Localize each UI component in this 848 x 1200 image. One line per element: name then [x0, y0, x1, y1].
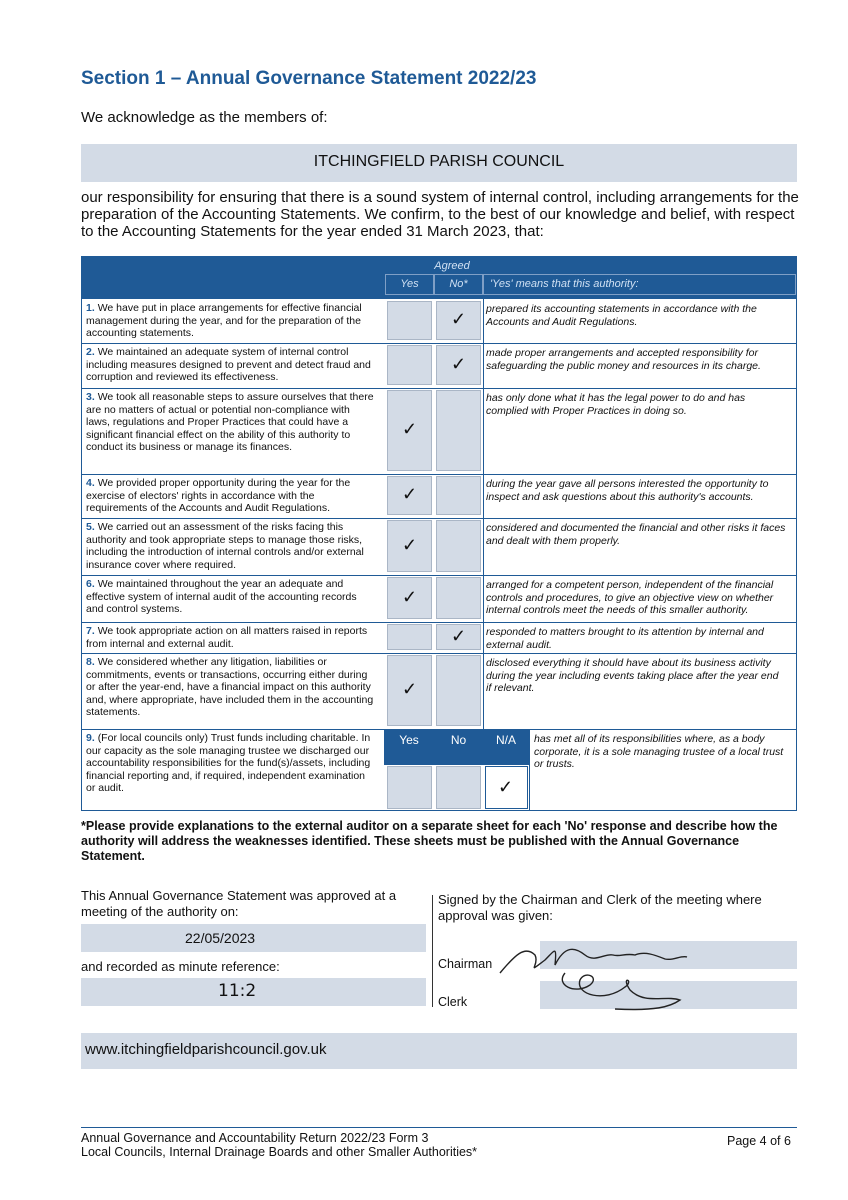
table-row — [82, 388, 796, 475]
no-cell[interactable] — [436, 476, 481, 515]
no-cell[interactable] — [436, 390, 481, 471]
table-row — [82, 575, 796, 623]
council-name: ITCHINGFIELD PARISH COUNCIL — [313, 153, 565, 170]
responsibility-text: our responsibility for ensuring that there is a sound system of internal control, including arrangements for the preparation of the Accounting Statements. We confirm, to the best of our knowledge and belief, with respect to the Accounting Statements for the year ended 31 March 2023, that: — [81, 189, 799, 240]
column-divider — [483, 575, 484, 622]
yes-cell[interactable] — [387, 345, 432, 385]
checkmark-icon: ✓ — [401, 679, 418, 699]
table-row — [82, 518, 796, 576]
no-cell[interactable] — [436, 655, 481, 726]
column-divider — [483, 343, 484, 388]
yes-cell[interactable] — [387, 624, 432, 650]
footer-divider — [81, 1127, 797, 1128]
column-divider — [483, 474, 484, 518]
statement-text: 6. We maintained throughout the year an adequate and effective system of internal audit of the accounting records and control systems. — [86, 578, 357, 615]
meaning-text: during the year gave all persons interested the opportunity to inspect and ask questions about this authority's accounts. — [486, 478, 769, 503]
meaning-text: arranged for a competent person, independent of the financial controls and procedures, to give an objective view on whether internal controls meet the needs of this smaller authority. — [486, 579, 774, 616]
table-row-trust — [82, 729, 796, 811]
column-divider — [483, 388, 484, 474]
minute-reference-value: 11:2 — [218, 981, 257, 1001]
column-divider — [483, 299, 484, 343]
table-row — [82, 474, 796, 519]
statement-text: 4. We provided proper opportunity during the year for the exercise of electors' rights in accordance with the requirements of the Accounts and Audit Regulations. — [86, 477, 351, 514]
page-number: Page 4 of 6 — [727, 1134, 791, 1148]
table-header — [82, 257, 796, 299]
means-header: 'Yes' means that this authority: — [483, 274, 796, 295]
trust-no-cell[interactable] — [436, 766, 481, 809]
trust-na-header: N/A — [483, 729, 529, 751]
column-divider — [483, 622, 484, 653]
checkmark-icon: ✓ — [401, 419, 418, 439]
clerk-label: Clerk — [438, 995, 468, 1009]
governance-table — [81, 256, 797, 811]
trust-yes-cell[interactable] — [387, 766, 432, 809]
meaning-text: considered and documented the financial and other risks it faces and dealt with them properly. — [486, 522, 786, 547]
trust-header-band — [384, 751, 529, 765]
column-divider — [529, 729, 530, 811]
meaning-text: made proper arrangements and accepted responsibility for safeguarding the public money and resources in its charge. — [486, 347, 761, 372]
checkmark-icon: ✓ — [450, 625, 467, 646]
signed-by-text: Signed by the Chairman and Clerk of the meeting where approval was given: — [438, 892, 762, 923]
yes-header: Yes — [385, 274, 434, 295]
meaning-text: disclosed everything it should have about its business activity during the year including events taking place after the year end if relevant. — [486, 657, 779, 694]
column-divider — [483, 518, 484, 575]
approval-date-value: 22/05/2023 — [185, 930, 256, 946]
acknowledge-text: We acknowledge as the members of: — [81, 109, 328, 126]
explanation-note: *Please provide explanations to the external auditor on a separate sheet for each 'No' response and describe how the authority will address the weaknesses identified. These sheets must be published with the Annual Governance Statement. — [81, 819, 778, 863]
trust-yes-header: Yes — [384, 729, 434, 751]
footer-line-2: Local Councils, Internal Drainage Boards and other Smaller Authorities* — [81, 1145, 478, 1159]
statement-text: 3. We took all reasonable steps to assure ourselves that there are no matters of actual or potential non-compliance with laws, regulations and Proper Practices that could have a significant financial effect on the ability of this authority to conduct its business or manage its finances. — [86, 391, 374, 453]
checkmark-icon: ✓ — [401, 534, 418, 555]
statement-text: 8. We considered whether any litigation, liabilities or commitments, events or transactions, occurring either during or after the year-end, have a financial impact on this authority and, where appropriate, have included them in the accounting statements. — [86, 656, 374, 718]
table-row — [82, 343, 796, 389]
approval-text: This Annual Governance Statement was approved at a meeting of the authority on: — [81, 888, 397, 919]
checkmark-icon: ✓ — [497, 777, 514, 797]
meaning-text: has only done what it has the legal power to do and has complied with Proper Practices in doing so. — [486, 392, 746, 417]
statement-text: 9. (For local councils only) Trust funds including charitable. In our capacity as the sole managing trustee we discharged our accountability responsibilities for the fund(s)/assets, including financial reporting and, if required, independent examination or audit. — [86, 732, 371, 794]
signature-divider — [432, 895, 433, 1007]
no-cell[interactable] — [436, 520, 481, 572]
table-row — [82, 299, 796, 344]
section-title: Section 1 – Annual Governance Statement 2022/23 — [81, 68, 537, 89]
trust-no-header: No — [434, 729, 483, 751]
handwritten-signatures — [495, 925, 695, 1015]
checkmark-icon: ✓ — [450, 353, 467, 374]
website-value: www.itchingfieldparishcouncil.gov.uk — [85, 1041, 327, 1058]
chairman-label: Chairman — [438, 957, 493, 971]
statement-text: 5. We carried out an assessment of the risks facing this authority and took appropriate steps to manage those risks, including the introduction of internal controls and/or external insurance cover where required. — [86, 521, 364, 571]
column-divider — [483, 653, 484, 729]
statement-text: 7. We took appropriate action on all matters raised in reports from internal and external audit. — [86, 625, 368, 650]
statement-text: 2. We maintained an adequate system of internal control including measures designed to prevent and detect fraud and corruption and reviewed its effectiveness. — [86, 346, 371, 383]
yes-cell[interactable] — [387, 301, 432, 340]
agreed-header: Agreed — [434, 260, 470, 272]
meaning-text: responded to matters brought to its attention by internal and external audit. — [486, 626, 764, 651]
checkmark-icon: ✓ — [450, 309, 467, 329]
no-header: No* — [434, 274, 483, 295]
no-cell[interactable] — [436, 577, 481, 619]
checkmark-icon: ✓ — [401, 586, 418, 607]
table-row — [82, 653, 796, 730]
meaning-text: has met all of its responsibilities where, as a body corporate, it is a sole managing trustee of a local trust or trusts. — [534, 733, 784, 770]
minute-reference-label: and recorded as minute reference: — [81, 959, 280, 974]
checkmark-icon: ✓ — [401, 484, 418, 504]
statement-text: 1. We have put in place arrangements for effective financial management during the year, and for the preparation of the accounting statements. — [86, 302, 362, 339]
council-name-box — [81, 144, 797, 182]
meaning-text: prepared its accounting statements in accordance with the Accounts and Audit Regulations. — [486, 303, 757, 328]
footer-text — [81, 1131, 477, 1159]
table-row — [82, 622, 796, 654]
footer-line-1: Annual Governance and Accountability Return 2022/23 Form 3 — [81, 1131, 429, 1145]
